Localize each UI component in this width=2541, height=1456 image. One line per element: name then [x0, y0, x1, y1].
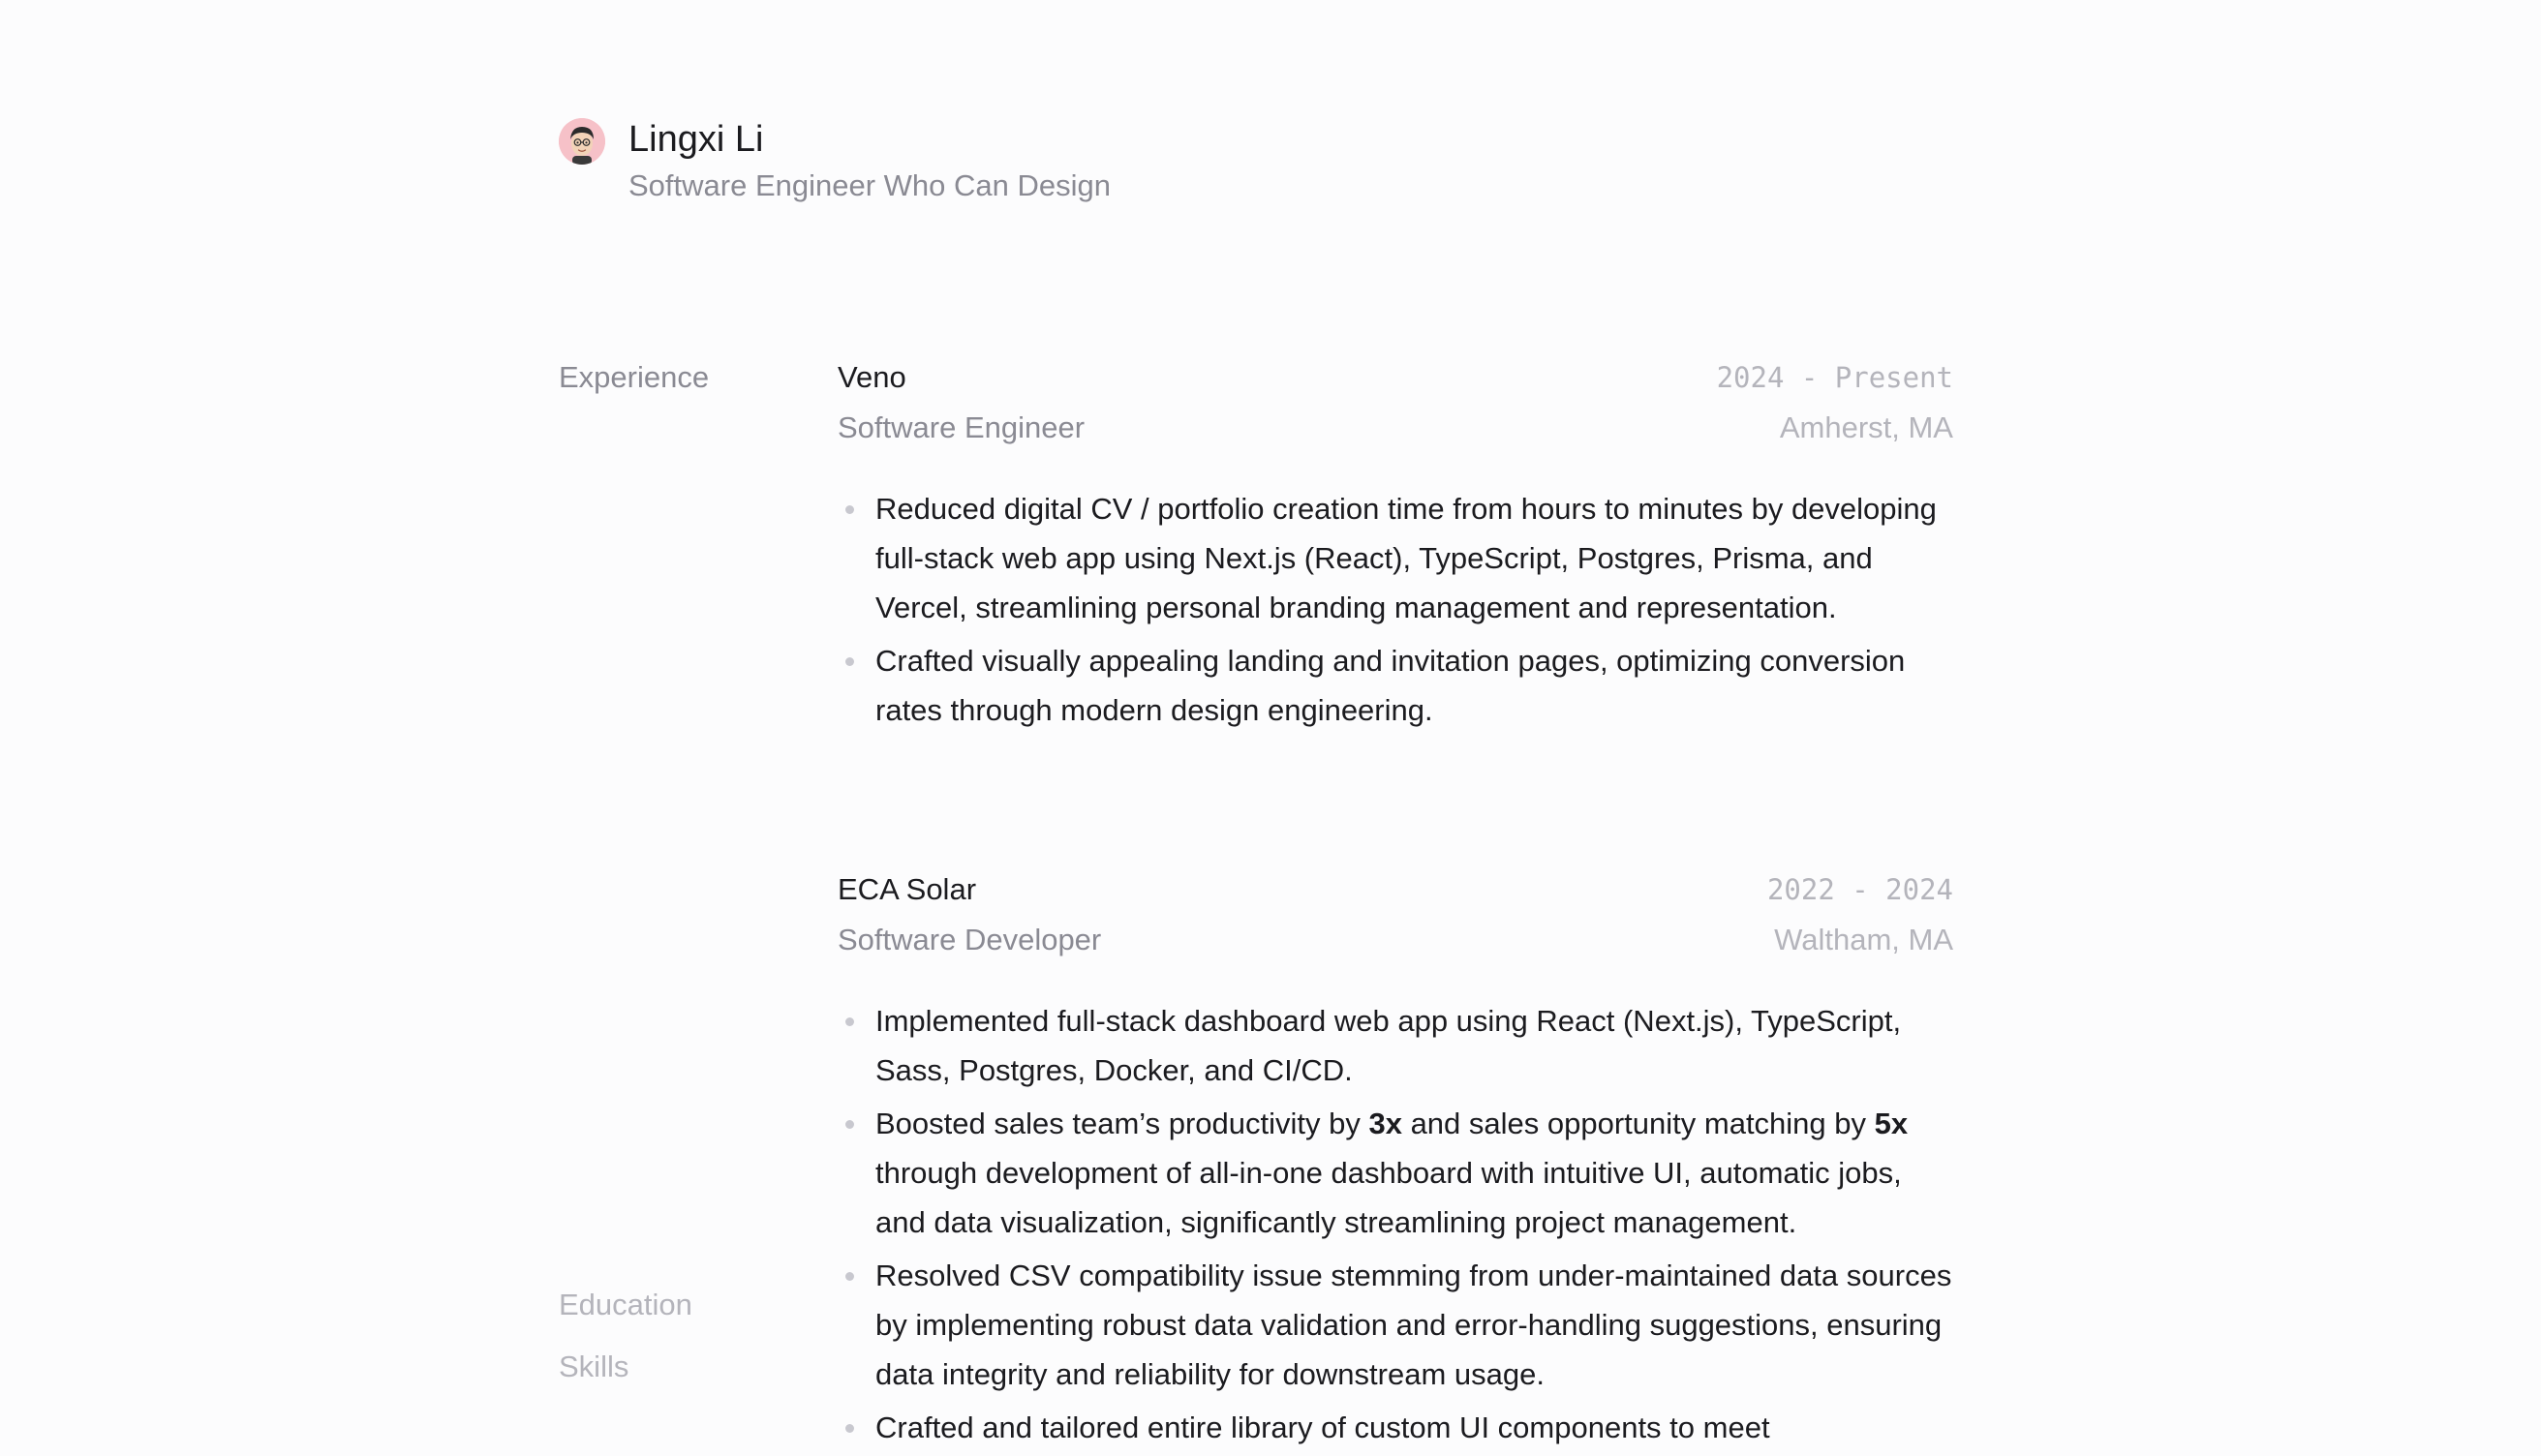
section-label-skills[interactable]: Skills	[559, 1350, 629, 1383]
entry-bullets	[838, 996, 1953, 1452]
section-label-education[interactable]: Education	[559, 1288, 692, 1321]
bullet-dot-icon	[845, 505, 854, 514]
entry-subheader	[838, 919, 1953, 969]
bullet-item	[838, 1251, 1953, 1399]
job-location: Amherst, MA	[1779, 410, 1953, 444]
entry-subheader	[838, 407, 1953, 457]
entry-header	[838, 356, 1953, 407]
bullet-text: through development of all-in-one dashboard with intuitive UI, automatic jobs, and data visualization, significantly streamlining project management.	[875, 1156, 1902, 1239]
bullet-dot-icon	[845, 1272, 854, 1281]
bullet-text: Implemented full-stack dashboard web app using React (Next.js), TypeScript, Sass, Postgres, Docker, and CI/CD.	[875, 1004, 1902, 1087]
profile-name: Lingxi Li	[628, 119, 764, 160]
avatar	[559, 118, 605, 165]
profile-tagline: Software Engineer Who Can Design	[628, 168, 1111, 202]
experience-entry	[838, 868, 1953, 1456]
bullet-text: Crafted visually appealing landing and invitation pages, optimizing conversion rates through modern design engineering.	[875, 644, 1906, 727]
bullet-dot-icon	[845, 657, 854, 666]
company-name: ECA Solar	[838, 872, 977, 906]
bullet-text: and sales opportunity matching by	[1401, 1107, 1875, 1140]
avatar-face-icon	[559, 118, 605, 165]
profile-header	[559, 116, 1111, 207]
bullet-dot-icon	[845, 1017, 854, 1026]
experience-entry	[838, 356, 1953, 739]
entry-dates: 2022 - 2024	[1766, 873, 1953, 906]
bullet-text: Crafted and tailored entire library of custom UI components to meet	[875, 1410, 1770, 1444]
entry-bullets	[838, 484, 1953, 735]
bullet-text: Resolved CSV compatibility issue stemming from under-maintained data sources by implementing robust data validation and error-handling suggestions, ensuring data integrity and reliability for downstream usage.	[875, 1259, 1952, 1391]
section-label-experience[interactable]: Experience	[559, 360, 710, 394]
bullet-item	[838, 484, 1953, 632]
bullet-highlight: 5x	[1874, 1107, 1909, 1140]
bullet-item	[838, 1403, 1953, 1452]
bullet-item	[838, 1099, 1953, 1247]
bullet-text: Reduced digital CV / portfolio creation time from hours to minutes by developing full-stack web app using Next.js (React), TypeScript, Postgres, Prisma, and Vercel, streamlining personal branding management and representation.	[875, 492, 1937, 624]
bullet-dot-icon	[845, 1120, 854, 1129]
bullet-item	[838, 636, 1953, 735]
job-location: Waltham, MA	[1774, 923, 1953, 956]
resume-page	[559, 0, 1953, 1444]
company-name: Veno	[838, 360, 906, 394]
job-role: Software Developer	[838, 923, 1102, 956]
profile-text	[628, 116, 1111, 207]
bullet-item	[838, 996, 1953, 1095]
bullet-highlight: 3x	[1368, 1107, 1402, 1140]
job-role: Software Engineer	[838, 410, 1086, 444]
bullet-dot-icon	[845, 1424, 854, 1433]
entry-dates: 2024 - Present	[1716, 361, 1953, 394]
entry-header	[838, 868, 1953, 919]
bullet-text: Boosted sales team’s productivity by	[875, 1107, 1369, 1140]
